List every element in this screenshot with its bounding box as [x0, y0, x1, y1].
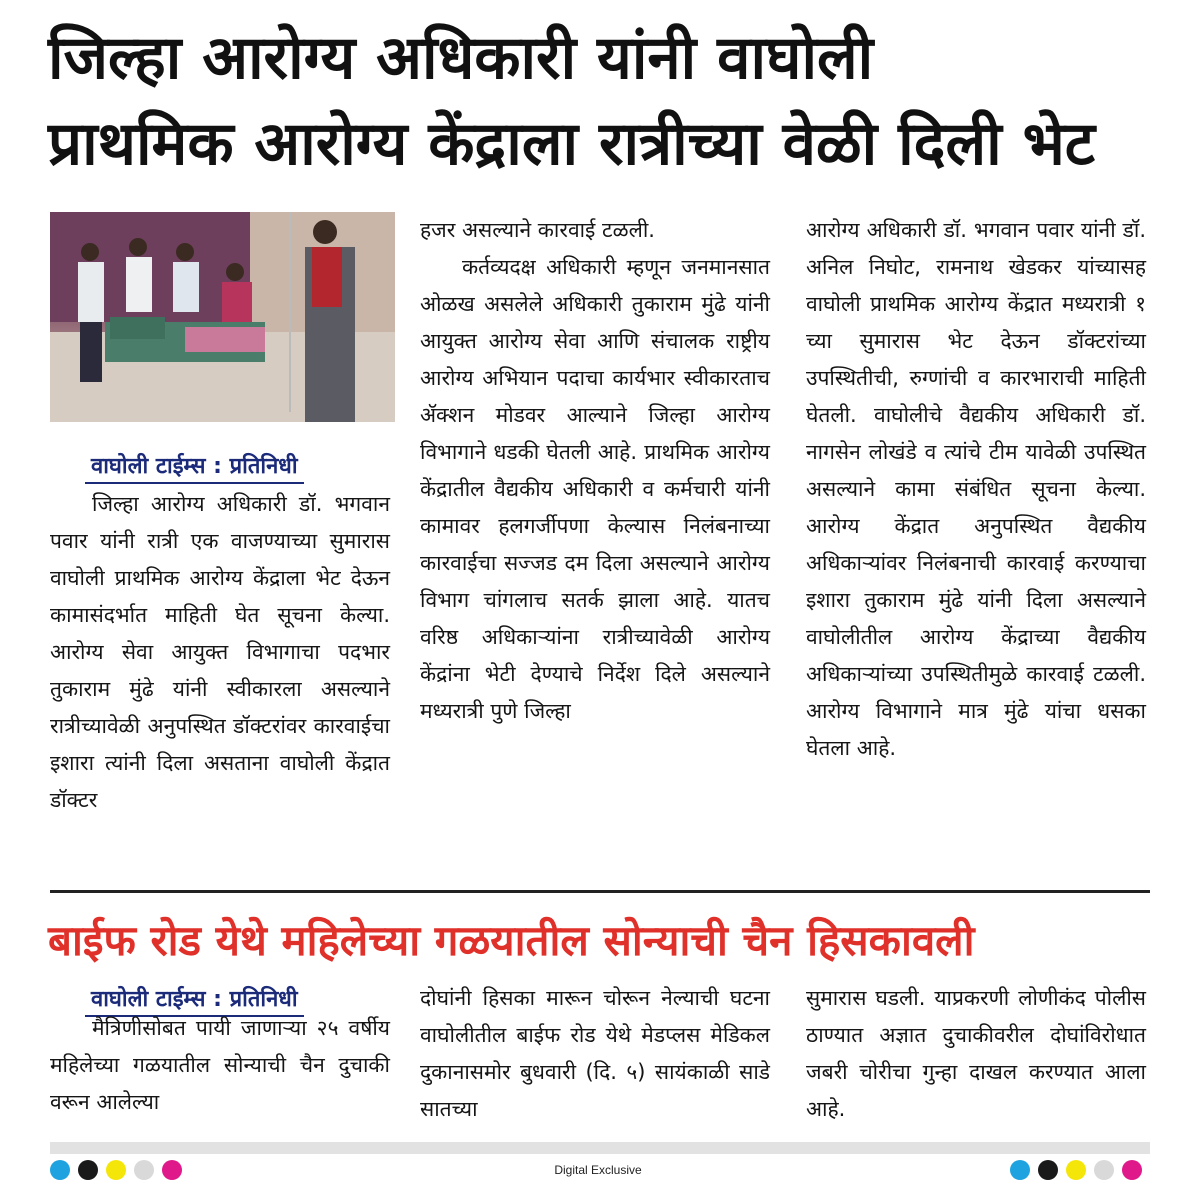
article2-column-3	[806, 980, 1146, 1128]
registration-dot	[1094, 1160, 1114, 1180]
registration-dot	[1066, 1160, 1086, 1180]
article1-column-1	[50, 486, 390, 819]
registration-dot	[1038, 1160, 1058, 1180]
registration-dot	[1122, 1160, 1142, 1180]
article2-col2-text: दोघांनी हिसका मारून चोरून नेल्याची घटना वाघोलीतील बाईफ रोड येथे मेडप्लस मेडिकल दुकानासमोर बुधवारी (दि. ५) सायंकाळी साडे सातच्या	[420, 986, 770, 1121]
article2-col3-text: सुमारास घडली. याप्रकरणी लोणीकंद पोलीस ठाण्यात अज्ञात दुचाकीवरील दोघांविरोधात जबरी चोरीचा गुन्हा दाखल करण्यात आला आहे.	[806, 986, 1146, 1121]
registration-dots-right	[1010, 1160, 1142, 1180]
article2-column-1	[50, 1010, 390, 1121]
article1-column-2	[420, 212, 770, 730]
article2-column-2	[420, 980, 770, 1128]
registration-dot	[1010, 1160, 1030, 1180]
section-divider	[50, 890, 1150, 893]
article1-byline: वाघोली टाईम्स : प्रतिनिधी	[85, 450, 304, 484]
article1-column-3	[806, 212, 1146, 767]
article1-photo	[50, 212, 395, 422]
footer-grey-bar	[50, 1142, 1150, 1154]
article1-headline-line2: प्राथमिक आरोग्य केंद्राला रात्रीच्या वेळी दिली भेट	[48, 109, 1095, 179]
article1-col2-para1: हजर असल्याने कारवाई टळली.	[420, 218, 655, 242]
article2-byline: वाघोली टाईम्स : प्रतिनिधी	[85, 983, 304, 1017]
article1-col2-para2: कर्तव्यदक्ष अधिकारी म्हणून जनमानसात ओळख असलेले अधिकारी तुकाराम मुंढे यांनी आयुक्त आरोग्य सेवा आणि संचालक राष्ट्रीय आरोग्य अभियान पदाचा कार्यभार स्वीकारताच ॲक्शन मोडवर आल्याने जिल्हा आरोग्य विभागाने धडकी घेतली आहे. प्राथमिक आरोग्य केंद्रातील वैद्यकीय अधिकारी व कर्मचारी यांनी कामावर हलगर्जीपणा केल्यास निलंबनाच्या कारवाईचा सज्जड दम दिला असल्याने आरोग्य विभाग चांगलाच सतर्क झाला आहे. यातच वरिष्ठ अधिकाऱ्यांना रात्रीच्यावेळी आरोग्य केंद्रांना भेटी देण्याचे निर्देश दिले असल्याने मध्यरात्री पुणे जिल्हा	[420, 255, 770, 723]
hospital-ward-illustration	[50, 212, 395, 422]
article2-col1-text: मैत्रिणीसोबत पायी जाणाऱ्या २५ वर्षीय महिलेच्या गळयातील सोन्याची चैन दुचाकी वरून आलेल्या	[50, 1016, 390, 1114]
article2-headline: बाईफ रोड येथे महिलेच्या गळयातील सोन्याची चैन हिसकावली	[48, 916, 975, 965]
article1-headline-line1: जिल्हा आरोग्य अधिकारी यांनी वाघोली	[48, 23, 874, 93]
footer-label: Digital Exclusive	[554, 1163, 642, 1177]
article1-col3-text: आरोग्य अधिकारी डॉ. भगवान पवार यांनी डॉ. अनिल निघोट, रामनाथ खेडकर यांच्यासह वाघोली प्राथमिक आरोग्य केंद्रात मध्यरात्री १ च्या सुमारास भेट देऊन डॉक्टरांच्या उपस्थितीची, रुग्णांची व कारभाराची माहिती घेतली. वाघोलीचे वैद्यकीय अधिकारी डॉ. नागसेन लोखंडे व त्यांचे टीम यावेळी उपस्थित असल्याने कामा संबंधित सूचना केल्या. आरोग्य केंद्रात अनुपस्थित वैद्यकीय अधिकाऱ्यांवर निलंबनाची कारवाई करण्याचा इशारा तुकाराम मुंढे यांनी दिला असल्याने वाघोलीतील आरोग्य केंद्राच्या वैद्यकीय अधिकाऱ्यांच्या उपस्थितीमुळे कारवाई टळली. आरोग्य विभागाने मात्र मुंढे यांचा धसका घेतला आहे.	[806, 218, 1146, 760]
article1-col1-text: जिल्हा आरोग्य अधिकारी डॉ. भगवान पवार यांनी रात्री एक वाजण्याच्या सुमारास वाघोली प्राथमिक आरोग्य केंद्राला भेट देऊन कामासंदर्भात माहिती घेत सूचना केल्या. आरोग्य सेवा आयुक्त विभागाचा पदभार तुकाराम मुंढे यांनी स्वीकारला असल्याने रात्रीच्यावेळी अनुपस्थित डॉक्टरांवर कारवाईचा इशारा त्यांनी दिला असताना वाघोली केंद्रात डॉक्टर	[50, 492, 390, 812]
